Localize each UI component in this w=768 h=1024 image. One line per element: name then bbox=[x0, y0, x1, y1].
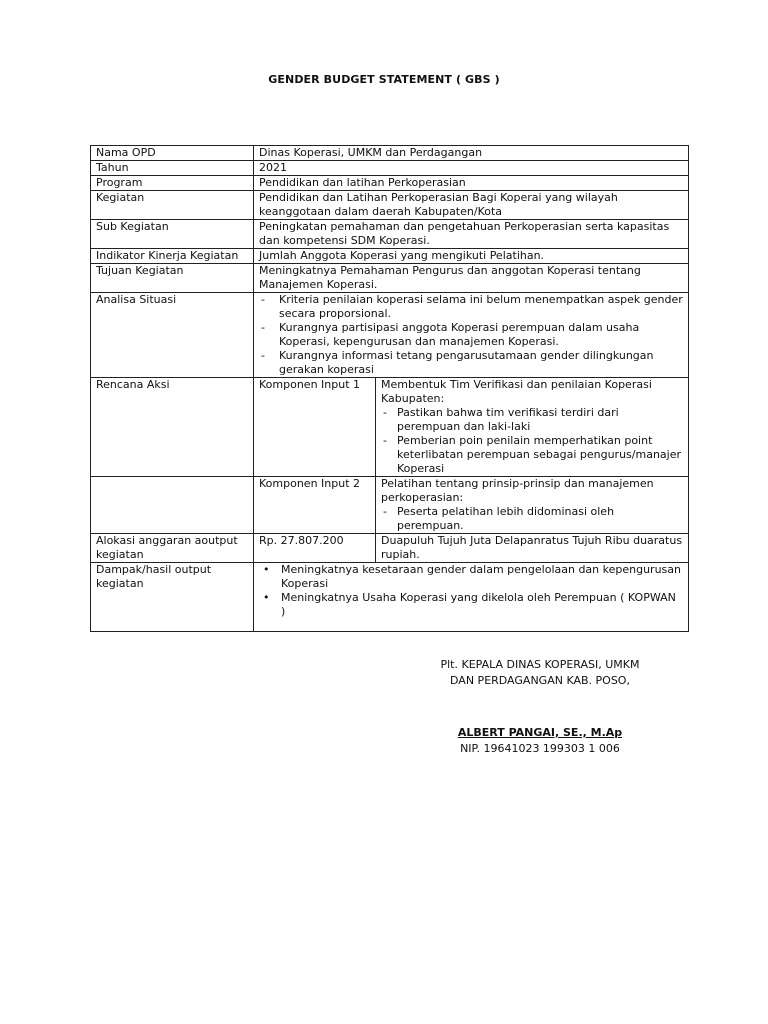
signature-block bbox=[420, 725, 660, 757]
row-label: Sub Kegiatan bbox=[91, 220, 254, 249]
position-line-1: Plt. KEPALA DINAS KOPERASI, UMKM bbox=[440, 658, 640, 671]
table-row bbox=[91, 161, 689, 176]
row-value: Dinas Koperasi, UMKM dan Perdagangan bbox=[254, 146, 689, 161]
list-item: • Meningkatnya kesetaraan gender dalam pengelolaan dan kepengurusan Koperasi bbox=[259, 563, 683, 591]
alokasi-amount: Rp. 27.807.200 bbox=[254, 534, 376, 563]
row-label: Indikator Kinerja Kegiatan bbox=[91, 249, 254, 264]
table-row bbox=[91, 293, 689, 378]
row-label: Alokasi anggaran aoutput kegiatan bbox=[91, 534, 254, 563]
dampak-cell bbox=[254, 563, 689, 632]
signatory-nip: NIP. 19641023 199303 1 006 bbox=[460, 742, 620, 755]
list-item: - Pastikan bahwa tim verifikasi terdiri dari perempuan dan laki-laki bbox=[381, 406, 683, 434]
komponen-list bbox=[381, 505, 683, 533]
table-row bbox=[91, 191, 689, 220]
komponen-desc: Membentuk Tim Verifikasi dan penilaian Koperasi Kabupaten: bbox=[381, 378, 652, 405]
list-item: - Pemberian poin penilain memperhatikan point keterlibatan perempuan sebagai pengurus/manajer Koperasi bbox=[381, 434, 683, 476]
table-row bbox=[91, 146, 689, 161]
table-row bbox=[91, 249, 689, 264]
signatory-name: ALBERT PANGAI, SE., M.Ap bbox=[457, 726, 623, 739]
list-item: - Kurangnya partisipasi anggota Koperasi perempuan dalam usaha Koperasi, kepengurusan dan manajemen Koperasi. bbox=[259, 321, 683, 349]
row-label: Tahun bbox=[91, 161, 254, 176]
table-row bbox=[91, 534, 689, 563]
alokasi-words: Duapuluh Tujuh Juta Delapanratus Tujuh Ribu duaratus rupiah. bbox=[376, 534, 689, 563]
signature-position bbox=[420, 657, 660, 689]
dampak-list bbox=[259, 563, 683, 631]
row-label: Tujuan Kegiatan bbox=[91, 264, 254, 293]
row-value: Peningkatan pemahaman dan pengetahuan Perkoperasian serta kapasitas dan kompetensi SDM Koperasi. bbox=[254, 220, 689, 249]
position-line-2: DAN PERDAGANGAN KAB. POSO, bbox=[450, 674, 630, 687]
list-item: - Peserta pelatihan lebih didominasi oleh perempuan. bbox=[381, 505, 683, 533]
table-row bbox=[91, 176, 689, 191]
komponen-name: Komponen Input 1 bbox=[254, 378, 376, 477]
row-label: Analisa Situasi bbox=[91, 293, 254, 378]
table-row bbox=[91, 220, 689, 249]
row-label-empty bbox=[91, 477, 254, 534]
row-label: Rencana Aksi bbox=[91, 378, 254, 477]
table-row bbox=[91, 477, 689, 534]
list-item: - Kurangnya informasi tetang pengarusutamaan gender dilingkungan gerakan koperasi bbox=[259, 349, 683, 377]
komponen-desc-cell bbox=[376, 477, 689, 534]
analisa-cell bbox=[254, 293, 689, 378]
row-value: 2021 bbox=[254, 161, 689, 176]
row-label: Program bbox=[91, 176, 254, 191]
analisa-list bbox=[259, 293, 683, 377]
list-item: • Meningkatnya Usaha Koperasi yang dikelola oleh Perempuan ( KOPWAN ) bbox=[259, 591, 683, 631]
row-value: Pendidikan dan Latihan Perkoperasian Bagi Koperai yang wilayah keanggotaan dalam daerah Kabupaten/Kota bbox=[254, 191, 689, 220]
document-title: GENDER BUDGET STATEMENT ( GBS ) bbox=[268, 73, 500, 86]
row-label: Kegiatan bbox=[91, 191, 254, 220]
row-label: Nama OPD bbox=[91, 146, 254, 161]
table-row bbox=[91, 264, 689, 293]
row-value: Meningkatnya Pemahaman Pengurus dan anggotan Koperasi tentang Manajemen Koperasi. bbox=[254, 264, 689, 293]
row-label: Dampak/hasil output kegiatan bbox=[91, 563, 254, 632]
row-value: Jumlah Anggota Koperasi yang mengikuti Pelatihan. bbox=[254, 249, 689, 264]
komponen-list bbox=[381, 406, 683, 476]
row-value: Pendidikan dan latihan Perkoperasian bbox=[254, 176, 689, 191]
table-row bbox=[91, 563, 689, 632]
komponen-name: Komponen Input 2 bbox=[254, 477, 376, 534]
komponen-desc: Pelatihan tentang prinsip-prinsip dan manajemen perkoperasian: bbox=[381, 477, 654, 504]
gbs-table bbox=[90, 145, 689, 632]
komponen-desc-cell bbox=[376, 378, 689, 477]
table-row bbox=[91, 378, 689, 477]
list-item: - Kriteria penilaian koperasi selama ini belum menempatkan aspek gender secara proporsional. bbox=[259, 293, 683, 321]
